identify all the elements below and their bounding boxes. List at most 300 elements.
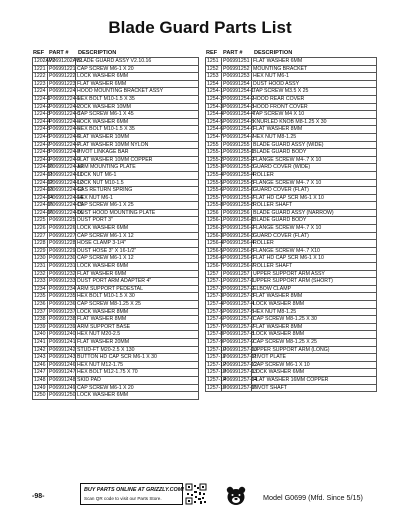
table-row bbox=[33, 354, 199, 362]
qr-code-icon[interactable] bbox=[185, 483, 207, 505]
table-row bbox=[206, 202, 377, 210]
part-number-cell: P06991222 bbox=[49, 73, 76, 80]
description-cell: BLADE GUARD ASSY V2.10.16 bbox=[76, 58, 199, 66]
description-cell: CAP SCREW M8-1.25 X 25 bbox=[252, 338, 377, 346]
ref-cell: 1257-1 bbox=[207, 278, 224, 285]
part-number-cell: P06991254-7 bbox=[223, 133, 255, 140]
description-cell: FLAT WASHER 8MM bbox=[252, 323, 377, 331]
description-cell: FLAT WASHER 16MM COPPER bbox=[252, 376, 377, 384]
description-cell: DUST HOOD ASSY bbox=[252, 80, 377, 88]
part-number-cell: P06991254-4 bbox=[223, 111, 255, 118]
part-number-cell: P06991257-7 bbox=[223, 323, 255, 330]
table-row bbox=[206, 209, 377, 217]
ref-cell: 1224-13 bbox=[34, 187, 54, 194]
table-row bbox=[33, 133, 199, 141]
ref-cell: 1224-12 bbox=[34, 179, 54, 186]
ref-cell: 1255-8 bbox=[207, 202, 224, 209]
ref-cell: 1224 bbox=[34, 88, 46, 95]
part-number-cell: P06991250 bbox=[49, 392, 76, 399]
ref-cell: 1228 bbox=[34, 240, 46, 247]
description-cell: BLADE GUARD ASSY (NARROW) bbox=[252, 209, 377, 217]
table-row bbox=[206, 293, 377, 301]
table-row bbox=[33, 73, 199, 81]
table-row bbox=[33, 255, 199, 263]
part-number-cell: P06991255-7 bbox=[223, 194, 255, 201]
part-number-cell: P06991224-3 bbox=[49, 111, 81, 118]
table-row bbox=[206, 118, 377, 126]
ref-cell: 1255 bbox=[206, 141, 222, 149]
description-cell: BLADE GUARD ASSY (WIDE) bbox=[252, 141, 377, 149]
description-cell: LOCK WASHER 6MM bbox=[252, 369, 377, 377]
description-cell: FLAT HD CAP SCR M6-1 X 10 bbox=[252, 255, 377, 263]
ref-cell: 1223 bbox=[34, 80, 46, 87]
description-cell: LOCK NUT M10-1.5 bbox=[76, 179, 199, 187]
table-row bbox=[206, 88, 377, 96]
part-number-cell: P06991237 bbox=[49, 308, 76, 315]
part-number-cell: P06991224-14 bbox=[49, 194, 84, 201]
header-ref: REF bbox=[206, 50, 218, 56]
ref-cell: 1254 bbox=[206, 80, 222, 88]
table-row bbox=[206, 73, 377, 81]
part-number-cell: P06991230 bbox=[49, 255, 76, 262]
ref-cell: 1257-8 bbox=[207, 331, 224, 338]
description-cell: ROLLER bbox=[252, 171, 377, 179]
description-cell: FLAT WASHER 8MM bbox=[252, 293, 377, 301]
ref-cell: 1202AV2 bbox=[34, 58, 55, 64]
part-number-cell: P06991235 bbox=[49, 293, 76, 300]
ref-cell: 1224-8 bbox=[34, 149, 51, 156]
part-number-cell: P06991224-5 bbox=[49, 126, 81, 133]
part-number-cell: P06991256-4 bbox=[223, 240, 255, 247]
part-number-cell: P06991223 bbox=[49, 80, 76, 87]
table-row bbox=[33, 240, 199, 248]
part-number-cell: P06991252 bbox=[223, 65, 250, 72]
ref-cell: 1243 bbox=[34, 354, 46, 361]
part-number-cell: P06991225 bbox=[49, 217, 76, 224]
description-cell: FLANGE SCREW M4-.7 X10 bbox=[252, 247, 377, 255]
part-number-cell: P06991251 bbox=[223, 58, 250, 64]
part-number-cell: P06991233 bbox=[49, 278, 76, 285]
ref-cell: 1227 bbox=[34, 232, 46, 239]
ref-cell: 1239 bbox=[34, 323, 46, 330]
ref-cell: 1255-3 bbox=[207, 164, 224, 171]
parts-rows-right bbox=[206, 58, 377, 392]
ref-cell: 1257-5 bbox=[207, 308, 224, 315]
description-cell: TAP SCREW M3.5 X 25 bbox=[252, 88, 377, 96]
table-row bbox=[206, 263, 377, 271]
part-number-cell: P06991221 bbox=[49, 65, 76, 72]
description-cell: UPPER SUPPORT ARM (SHORT) bbox=[252, 278, 377, 286]
ref-cell: 1257-11 bbox=[207, 354, 226, 361]
ref-cell: 1246 bbox=[34, 361, 46, 368]
table-row bbox=[33, 141, 199, 149]
ref-cell: 1254-1 bbox=[207, 88, 224, 95]
part-number-cell: P06991224-15 bbox=[49, 202, 84, 209]
part-number-cell: P06991249 bbox=[49, 384, 76, 391]
ref-cell: 1254-5 bbox=[207, 118, 224, 125]
ref-cell: 1257-3 bbox=[207, 293, 224, 300]
model-label: Model G0699 (Mfd. Since 5/15) bbox=[263, 493, 363, 502]
ref-cell: 1254-6 bbox=[207, 126, 224, 133]
part-number-cell: P06991257-14 bbox=[223, 376, 258, 383]
ref-cell: 1237 bbox=[34, 308, 46, 315]
ref-cell: 1240 bbox=[34, 331, 46, 338]
description-cell: CAP SCREW M8-1.25 X 30 bbox=[252, 316, 377, 324]
part-number-cell: P06991254 bbox=[223, 80, 250, 87]
description-cell: CAP SCREW M6-1 X 12 bbox=[76, 255, 199, 263]
part-number-cell: P06991255-1 bbox=[223, 149, 255, 156]
part-number-cell: P06991257-10 bbox=[223, 346, 258, 353]
ref-cell: 1257-12 bbox=[207, 361, 227, 368]
description-cell: LOCK WASHER 6MM bbox=[76, 263, 199, 271]
part-number-cell: P0691202AV2 bbox=[49, 58, 83, 64]
ref-cell: 1254-3 bbox=[207, 103, 224, 110]
table-row bbox=[33, 126, 199, 134]
part-number-cell: P06991224-13 bbox=[49, 187, 84, 194]
description-cell: ELBOW CLAMP bbox=[252, 285, 377, 293]
part-number-cell: P06991240 bbox=[49, 331, 76, 338]
table-row bbox=[206, 217, 377, 225]
banner-subtext: Scan QR code to visit our Parts Store. bbox=[84, 496, 162, 501]
ref-cell: 1224-3 bbox=[34, 111, 51, 118]
ref-cell: 1257-2 bbox=[207, 285, 224, 292]
description-cell: HEX NUT M6-1 bbox=[76, 194, 199, 202]
part-number-cell: P06991241 bbox=[49, 338, 76, 345]
description-cell: BLADE GUARD BODY bbox=[252, 217, 377, 225]
part-number-cell: P06991255-8 bbox=[223, 202, 255, 209]
part-number-cell: P06991226 bbox=[49, 225, 76, 232]
table-row bbox=[33, 384, 199, 392]
table-row bbox=[206, 270, 377, 278]
table-row bbox=[33, 80, 199, 88]
ref-cell: 1247 bbox=[34, 369, 46, 376]
description-cell: ROLLER SHAFT bbox=[252, 263, 377, 271]
ref-cell: 1233 bbox=[34, 278, 46, 285]
table-row bbox=[33, 95, 199, 103]
ref-cell: 1254-2 bbox=[207, 95, 224, 102]
description-cell: HEX BOLT M10-1.5 X 35 bbox=[76, 95, 199, 103]
part-number-cell: P06991224-11 bbox=[49, 171, 83, 178]
description-cell: TAP SCREW M4 X 10 bbox=[252, 111, 377, 119]
table-row bbox=[33, 270, 199, 278]
ref-cell: 1235 bbox=[34, 293, 46, 300]
part-number-cell: P06991246 bbox=[49, 361, 76, 368]
ref-cell: 1257-7 bbox=[207, 323, 224, 330]
part-number-cell: P06991254-5 bbox=[223, 118, 255, 125]
description-cell: ROLLER bbox=[252, 240, 377, 248]
part-number-cell: P06991257-2 bbox=[223, 285, 255, 292]
ref-cell: 1226 bbox=[34, 225, 46, 232]
ref-cell: 1224-7 bbox=[34, 141, 51, 148]
description-cell: FLAT WASHER 8MM bbox=[76, 316, 199, 324]
table-row bbox=[206, 338, 377, 346]
table-row bbox=[33, 392, 199, 400]
ref-cell: 1231 bbox=[34, 263, 46, 270]
description-cell: FLANGE SCREW M4-.7 X 10 bbox=[252, 179, 377, 187]
ref-cell: 1224-4 bbox=[34, 118, 51, 125]
description-cell: HEX NUT M6-1 bbox=[252, 73, 377, 81]
part-number-cell: P06991243 bbox=[49, 354, 76, 361]
description-cell: HEX NUT M8-1.25 bbox=[252, 133, 377, 141]
table-row bbox=[206, 194, 377, 202]
table-row bbox=[33, 331, 199, 339]
part-number-cell: P06991224-6 bbox=[49, 133, 81, 140]
description-cell: ARM SUPPORT PEDESTAL bbox=[76, 285, 199, 293]
description-cell: ARM MOUNTING PLATE bbox=[76, 164, 199, 172]
table-row bbox=[206, 179, 377, 187]
ref-cell: 1222 bbox=[34, 73, 46, 80]
part-number-cell: P06991256-7 bbox=[223, 263, 255, 270]
description-cell: KNURLED KNOB M8-1.25 X 30 bbox=[252, 118, 377, 126]
description-cell: LOCK WASHER 8MM bbox=[252, 301, 377, 309]
part-number-cell: P06991234 bbox=[49, 285, 76, 292]
description-cell: GUARD COVER (WIDE) bbox=[252, 164, 377, 172]
description-cell: FLAT WASHER 20MM bbox=[76, 338, 199, 346]
ref-cell: 1257-13 bbox=[207, 369, 227, 376]
table-row bbox=[33, 285, 199, 293]
description-cell: CAP SCREW M6-1 X 45 bbox=[76, 111, 199, 119]
parts-table-left bbox=[32, 46, 199, 400]
part-number-cell: P06991256-6 bbox=[223, 255, 255, 262]
ref-cell: 1255-4 bbox=[207, 171, 224, 178]
ref-cell: 1257-4 bbox=[207, 301, 224, 307]
table-row bbox=[206, 164, 377, 172]
part-number-cell: P06991224-4 bbox=[49, 118, 81, 125]
description-cell: DUST PORT 3" bbox=[76, 217, 199, 225]
description-cell: FLAT WASHER 6MM bbox=[76, 270, 199, 278]
ref-cell: 1255-1 bbox=[207, 149, 224, 156]
ref-cell: 1253 bbox=[206, 73, 222, 81]
ref-cell: 1254-7 bbox=[207, 133, 224, 140]
ref-cell: 1254-4 bbox=[207, 111, 224, 118]
ref-cell: 1255-7 bbox=[207, 194, 224, 201]
table-row bbox=[33, 232, 199, 240]
description-cell: ROLLER SHAFT bbox=[252, 202, 377, 210]
part-number-cell: P06991257 bbox=[223, 270, 250, 277]
ref-cell: 1256-3 bbox=[207, 232, 224, 239]
table-row bbox=[206, 255, 377, 263]
ref-cell: 1256-4 bbox=[207, 240, 224, 247]
table-row bbox=[33, 316, 199, 324]
table-row bbox=[206, 95, 377, 103]
table-row bbox=[33, 202, 199, 210]
part-number-cell: P06991248 bbox=[49, 376, 76, 383]
table-row bbox=[206, 240, 377, 248]
part-number-cell: P06991236 bbox=[49, 301, 76, 307]
ref-cell: 1257 bbox=[206, 270, 222, 278]
part-number-cell: P06991257-8 bbox=[223, 331, 255, 338]
table-row bbox=[206, 149, 377, 157]
description-cell: SKID PAD bbox=[76, 376, 199, 384]
description-cell: FLAT WASHER 10MM COPPER bbox=[76, 156, 199, 164]
page-number: -98- bbox=[32, 493, 45, 500]
description-cell: GUARD COVER (FLAT) bbox=[252, 187, 377, 195]
header-part: PART # bbox=[49, 50, 69, 56]
table-row bbox=[206, 346, 377, 354]
table-row bbox=[33, 293, 199, 301]
part-number-cell: P06991242 bbox=[49, 346, 76, 353]
part-number-cell: P06991228 bbox=[49, 240, 76, 247]
description-cell: GUARD COVER (FLAT) bbox=[252, 232, 377, 240]
part-number-cell: P06991257-4 bbox=[223, 301, 255, 307]
part-number-cell: P06991224-2 bbox=[49, 103, 81, 110]
description-cell: PIVOT PLATE bbox=[252, 354, 377, 362]
description-cell: CAP SCREW M6-1 X 12 bbox=[76, 232, 199, 240]
header-description: DESCRIPTION bbox=[78, 50, 117, 56]
part-number-cell: P06991254-6 bbox=[223, 126, 255, 133]
table-row bbox=[206, 133, 377, 141]
part-number-cell: P06991255-2 bbox=[223, 156, 255, 163]
description-cell: BLADE GUARD BODY bbox=[252, 149, 377, 157]
table-row bbox=[206, 126, 377, 134]
ref-cell: 1252 bbox=[206, 65, 222, 73]
table-row bbox=[206, 361, 377, 369]
ref-cell: 1256-6 bbox=[207, 255, 224, 262]
ref-cell: 1236 bbox=[34, 301, 46, 307]
ref-cell: 1224-1 bbox=[34, 95, 51, 102]
table-row bbox=[206, 65, 377, 73]
ref-cell: 1255-2 bbox=[207, 156, 224, 163]
part-number-cell: P06991257-6 bbox=[223, 316, 255, 323]
part-number-cell: P06991257-15 bbox=[223, 384, 258, 391]
ref-cell: 1229 bbox=[34, 247, 46, 254]
table-row bbox=[206, 369, 377, 377]
part-number-cell: P06991255-5 bbox=[223, 179, 255, 186]
table-row bbox=[33, 149, 199, 157]
part-number-cell: P06991256-2 bbox=[223, 225, 255, 232]
part-number-cell: P06991255 bbox=[223, 141, 250, 148]
part-number-cell: P06991232 bbox=[49, 270, 76, 277]
table-row bbox=[206, 80, 377, 88]
parts-rows-left bbox=[33, 58, 199, 400]
table-row bbox=[33, 263, 199, 271]
part-number-cell: P06991255-6 bbox=[223, 187, 255, 194]
part-number-cell: P06991253 bbox=[223, 73, 250, 80]
ref-cell: 1257-6 bbox=[207, 316, 224, 323]
description-cell: CAP SCREW M6-1 X 10 bbox=[252, 361, 377, 369]
table-row bbox=[206, 171, 377, 179]
part-number-cell: P06991254-1 bbox=[223, 88, 255, 95]
ref-cell: 1249 bbox=[34, 384, 46, 391]
part-number-cell: P06991224-8 bbox=[49, 149, 81, 156]
table-row bbox=[33, 209, 199, 217]
description-cell: FLAT HD CAP SCR M6-1 X 10 bbox=[252, 194, 377, 202]
ref-cell: 1242 bbox=[34, 346, 46, 353]
ref-cell: 1238 bbox=[34, 316, 46, 323]
table-row bbox=[206, 141, 377, 149]
description-cell: LOCK WASHER 6MM bbox=[76, 73, 199, 81]
part-number-cell: P06991257-13 bbox=[223, 369, 258, 376]
description-cell: FLAT WASHER 8MM bbox=[252, 126, 377, 134]
table-row bbox=[206, 376, 377, 384]
table-row bbox=[206, 331, 377, 339]
table-row bbox=[206, 301, 377, 309]
ref-cell: 1224-14 bbox=[34, 194, 54, 201]
description-cell: HOSE CLAMP 3-1/4" bbox=[76, 240, 199, 248]
description-cell: CAP SCREW M8-1.25 X 25 bbox=[76, 301, 199, 309]
table-row bbox=[206, 225, 377, 233]
part-number-cell: P06991255-3 bbox=[223, 164, 255, 171]
table-row bbox=[33, 323, 199, 331]
description-cell: HEX NUT M8-1.25 bbox=[252, 308, 377, 316]
part-number-cell: P06991239 bbox=[49, 323, 76, 330]
ref-cell: 1251 bbox=[206, 58, 222, 66]
ref-cell: 1257-10 bbox=[207, 346, 227, 353]
table-header-left bbox=[32, 46, 199, 57]
description-cell: HEX BOLT M12-1.75 X 70 bbox=[76, 369, 199, 377]
table-row bbox=[33, 301, 199, 309]
ref-cell: 1224-11 bbox=[34, 171, 53, 178]
ref-cell: 1224-15 bbox=[34, 202, 54, 209]
description-cell: CAP SCREW M6-1 X 25 bbox=[76, 202, 199, 210]
table-row bbox=[33, 338, 199, 346]
banner-headline: BUY PARTS ONLINE AT GRIZZLY.COM! bbox=[84, 487, 185, 493]
part-number-cell: P06991224-9 bbox=[49, 156, 81, 163]
part-number-cell: P06991224-1 bbox=[49, 95, 81, 102]
part-number-cell: P06991256 bbox=[223, 209, 250, 216]
description-cell: PIVOT SHAFT bbox=[252, 384, 377, 392]
table-row bbox=[33, 278, 199, 286]
table-row bbox=[206, 354, 377, 362]
grizzly-bear-logo-icon bbox=[225, 485, 247, 507]
ref-cell: 1248 bbox=[34, 376, 46, 383]
ref-cell: 1224-5 bbox=[34, 126, 51, 133]
table-row bbox=[33, 361, 199, 369]
part-number-cell: P06991247 bbox=[49, 369, 76, 376]
table-row bbox=[33, 111, 199, 119]
table-row bbox=[206, 316, 377, 324]
table-row bbox=[33, 65, 199, 73]
part-number-cell: P06991257-1 bbox=[223, 278, 255, 285]
part-number-cell: P06991257-11 bbox=[223, 354, 257, 361]
part-number-cell: P06991257-5 bbox=[223, 308, 255, 315]
part-number-cell: P06991255-4 bbox=[223, 171, 255, 178]
parts-store-banner[interactable] bbox=[80, 483, 183, 505]
table-row bbox=[33, 369, 199, 377]
description-cell: FLAT WASHER 10MM bbox=[76, 133, 199, 141]
description-cell: LOCK WASHER 6MM bbox=[76, 392, 199, 400]
ref-cell: 1232 bbox=[34, 270, 46, 277]
description-cell: HEX BOLT M10-1.5 X 35 bbox=[76, 126, 199, 134]
table-row bbox=[33, 171, 199, 179]
parts-table-right bbox=[205, 46, 377, 392]
table-row bbox=[33, 58, 199, 66]
ref-cell: 1224-2 bbox=[34, 103, 51, 110]
table-row bbox=[206, 285, 377, 293]
description-cell: DUST HOOD MOUNTING PLATE bbox=[76, 209, 199, 217]
ref-cell: 1256-2 bbox=[207, 225, 224, 232]
ref-cell: 1256 bbox=[206, 209, 222, 217]
part-number-cell: P06991238 bbox=[49, 316, 76, 323]
header-ref: REF bbox=[33, 50, 45, 56]
description-cell: CAP SCREW M6-1 X 20 bbox=[76, 384, 199, 392]
description-cell: LOCK WASHER 6MM bbox=[76, 225, 199, 233]
part-number-cell: P06991227 bbox=[49, 232, 76, 239]
table-row bbox=[206, 232, 377, 240]
description-cell: GAS RETURN SPRING bbox=[76, 187, 199, 195]
table-row bbox=[33, 247, 199, 255]
part-number-cell: P06991257-3 bbox=[223, 293, 255, 300]
table-row bbox=[33, 308, 199, 316]
ref-cell: 1224-9 bbox=[34, 156, 51, 163]
description-cell: FLAT WASHER 10MM NYLON bbox=[76, 141, 199, 149]
table-row bbox=[33, 346, 199, 354]
table-row bbox=[206, 384, 377, 392]
part-number-cell: P06991254-3 bbox=[223, 103, 255, 110]
part-number-cell: P06991229 bbox=[49, 247, 76, 254]
header-part: PART # bbox=[223, 50, 243, 56]
table-row bbox=[33, 225, 199, 233]
